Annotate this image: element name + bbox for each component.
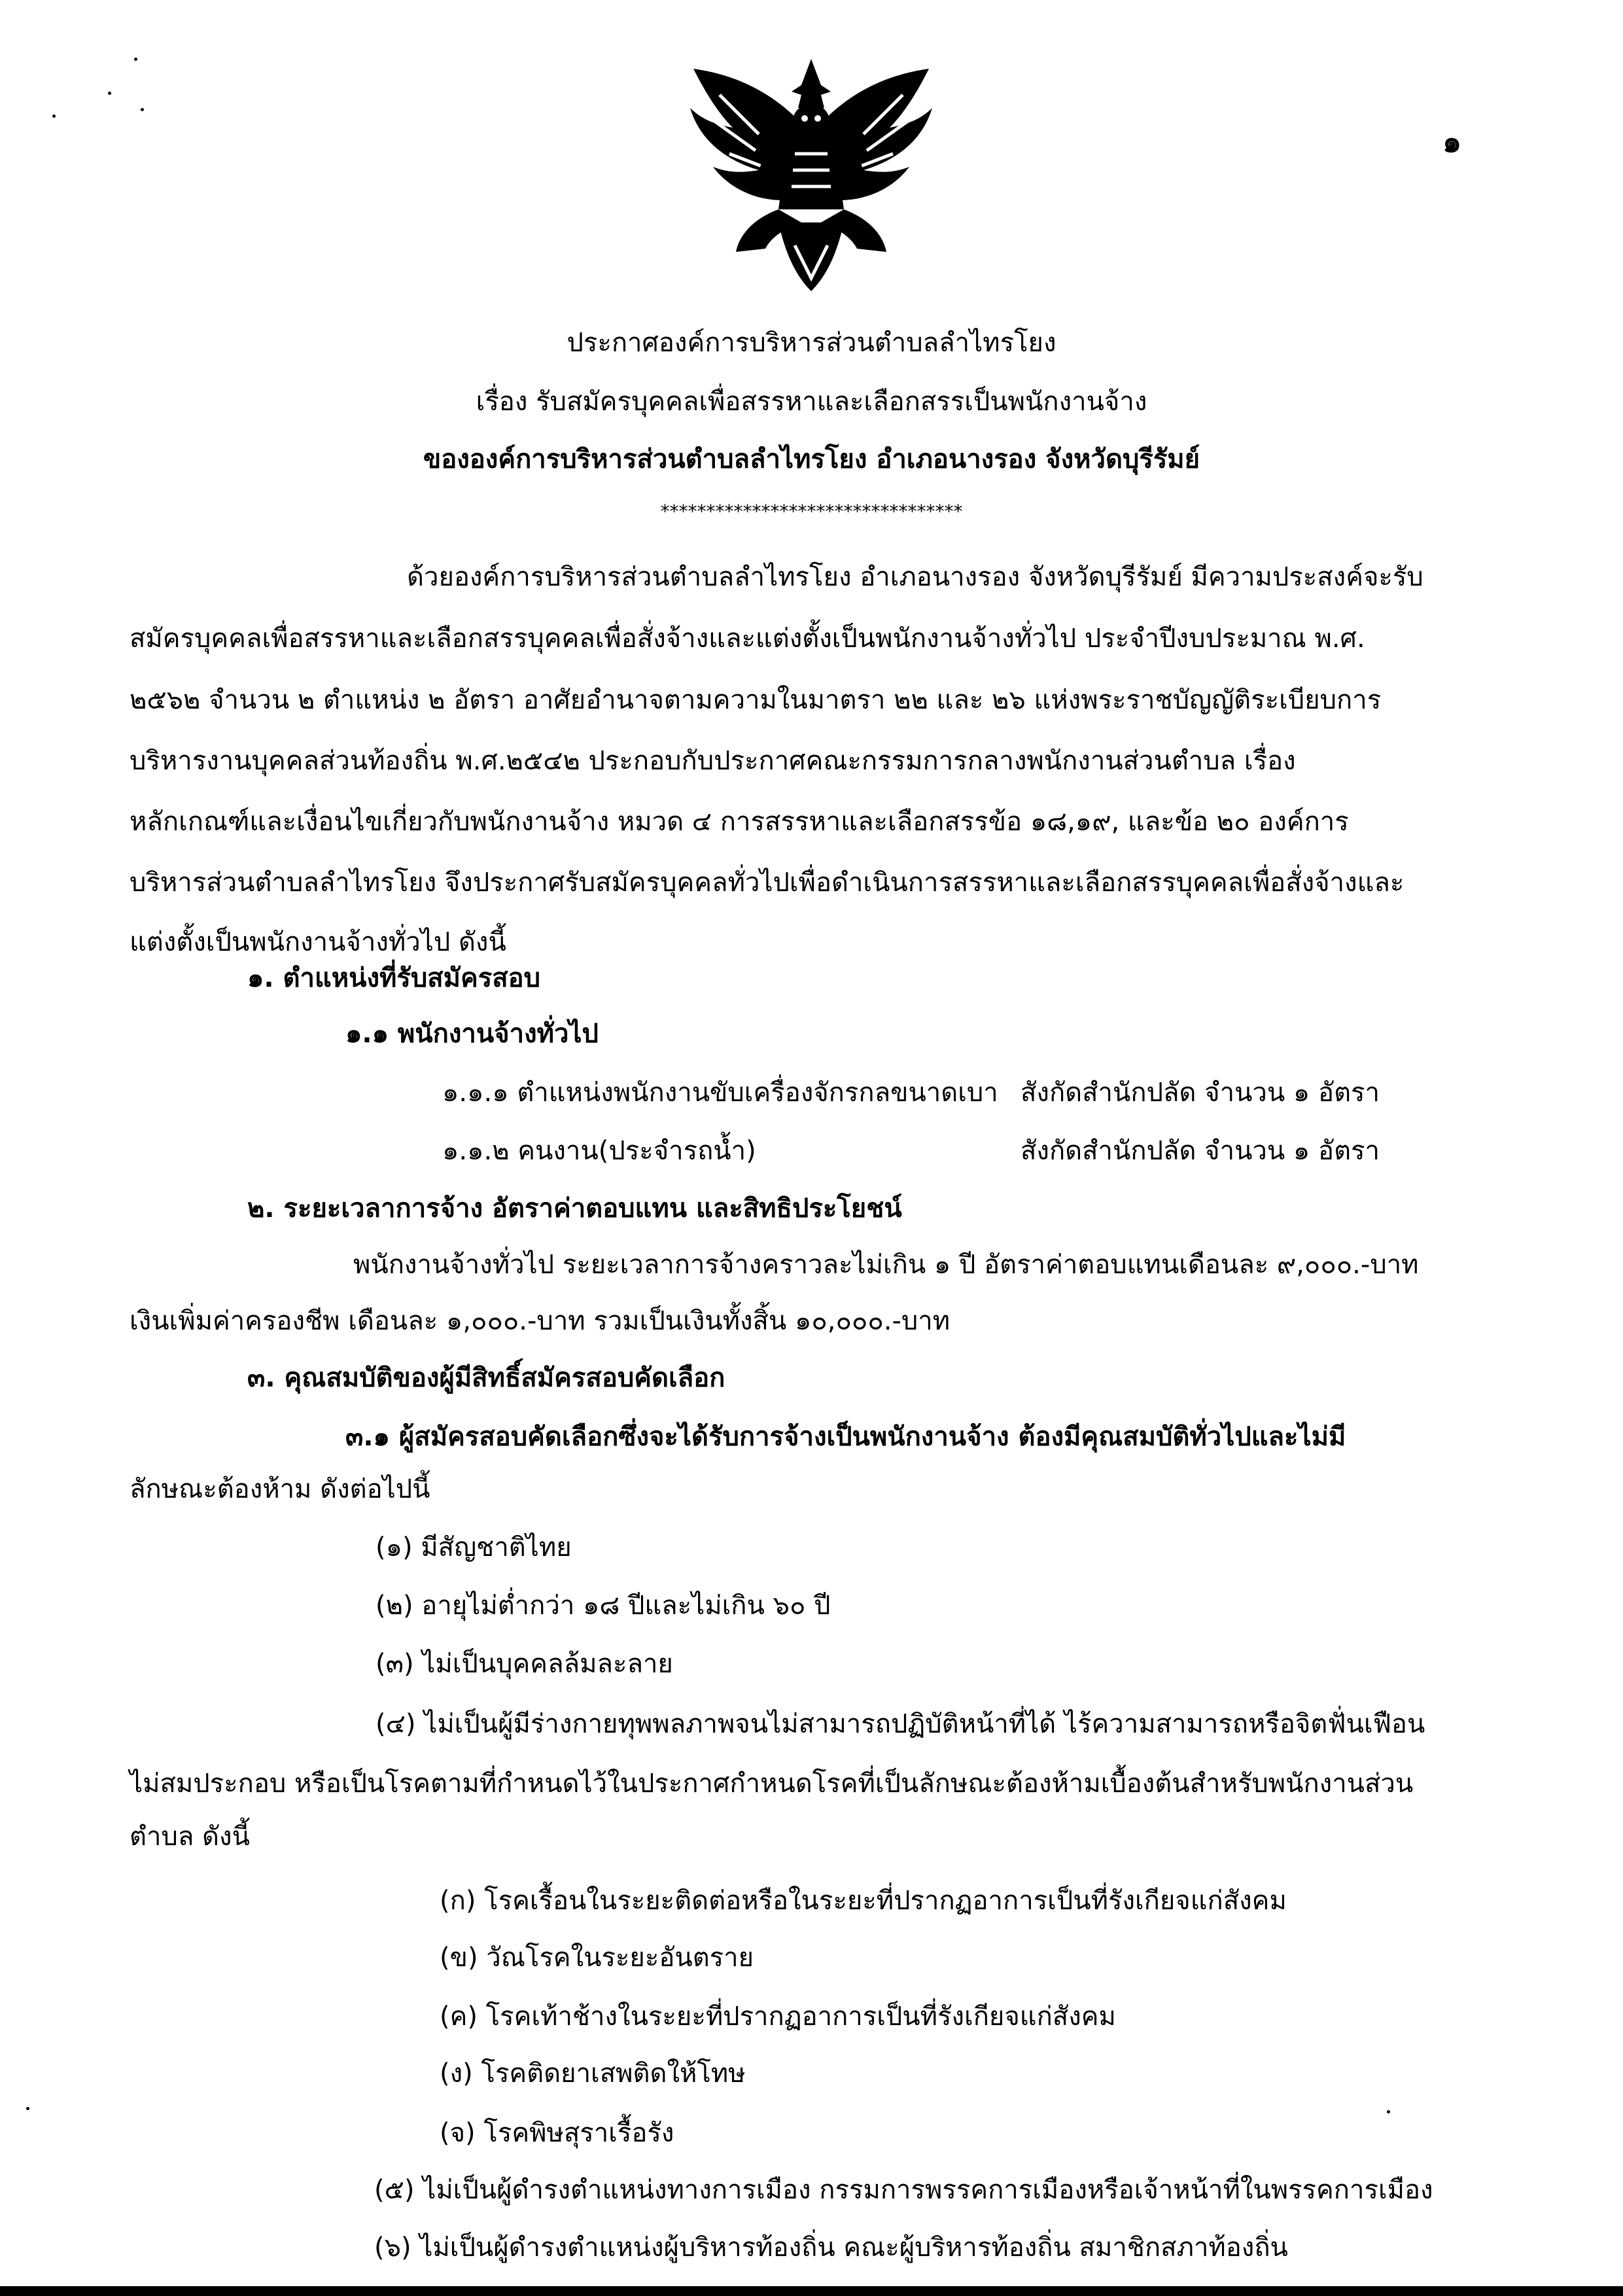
intro-line: แต่งตั้งเป็นพนักงานจ้างทั่วไป ดังนี้ (130, 927, 506, 957)
intro-line: บริหารส่วนตำบลลำไทรโยง จึงประกาศรับสมัครบุคคลทั่วไปเพื่อดำเนินการสรรหาและเลือกสรรบุคคลเพื่อสั่งจ้างและ (130, 868, 1405, 898)
qualification-item: (๕) ไม่เป็นผู้ดำรงตำแหน่งทางการเมือง กรรมการพรรคการเมืองหรือเจ้าหน้าที่ในพรรคการเมือง (374, 2175, 1433, 2205)
qualification-item: (๖) ไม่เป็นผู้ดำรงตำแหน่งผู้บริหารท้องถิ่น คณะผู้บริหารท้องถิ่น สมาชิกสภาท้องถิ่น (374, 2233, 1288, 2263)
qualification-item: (๒) อายุไม่ต่ำกว่า ๑๘ ปีและไม่เกิน ๖๐ ปี (375, 1591, 831, 1621)
section-text: พนักงานจ้างทั่วไป ระยะเวลาการจ้างคราวละไม่เกิน ๑ ปี อัตราค่าตอบแทนเดือนละ ๙,๐๐๐.-บาท (353, 1250, 1419, 1280)
section-text: เงินเพิ่มค่าครองชีพ เดือนละ ๑,๐๐๐.-บาท รวมเป็นเงินทั้งสิ้น ๑๐,๐๐๐.-บาท (130, 1306, 951, 1336)
disease-item: (ค) โรคเท้าช้างในระยะที่ปรากฏอาการเป็นที่รังเกียจแก่สังคม (440, 2002, 1116, 2032)
disease-item: (ง) โรคติดยาเสพติดให้โทษ (440, 2058, 746, 2089)
qualification-item-cont: ตำบล ดังนี้ (130, 1822, 250, 1852)
title-separator: ********************************* (660, 501, 963, 522)
scan-speck (1387, 2110, 1390, 2113)
disease-item: (จ) โรคพิษสุราเรื้อรัง (440, 2118, 674, 2148)
intro-line: หลักเกณฑ์และเงื่อนไขเกี่ยวกับพนักงานจ้าง หมวด ๔ การสรรหาและเลือกสรรข้อ ๑๘,๑๙, และข้อ ๒๐ องค์การ (130, 807, 1349, 837)
intro-line: บริหารงานบุคคลส่วนท้องถิ่น พ.ศ.๒๕๔๒ ประกอบกับประกาศคณะกรรมการกลางพนักงานส่วนตำบล เรื่อง (130, 746, 1296, 776)
scan-speck (26, 2107, 29, 2110)
scan-speck (108, 92, 111, 95)
qualification-item-cont: ไม่สมประกอบ หรือเป็นโรคตามที่กำหนดไว้ในประกาศกำหนดโรคที่เป็นลักษณะต้องห้ามเบื้องต้นสำหรับพนักงานส่วน (130, 1769, 1414, 1799)
section-subheading: ๑.๑ พนักงานจ้างทั่วไป (345, 1019, 599, 1049)
scan-bottom-edge (0, 2286, 1623, 2296)
qualification-item: (๑) มีสัญชาติไทย (375, 1532, 572, 1563)
scan-speck (141, 108, 144, 111)
section-text: ลักษณะต้องห้าม ดังต่อไปนี้ (130, 1474, 430, 1504)
position-name: ๑.๑.๑ ตำแหน่งพนักงานขับเครื่องจักรกลขนาดเบา (442, 1078, 998, 1108)
disease-item: (ก) โรคเรื้อนในระยะติดต่อหรือในระยะที่ปรากฏอาการเป็นที่รังเกียจแก่สังคม (440, 1886, 1287, 1916)
scan-speck (52, 115, 56, 118)
section-heading: ๑. ตำแหน่งที่รับสมัครสอบ (247, 963, 541, 993)
scan-speck (134, 58, 137, 61)
qualification-item: (๔) ไม่เป็นผู้มีร่างกายทุพพลภาพจนไม่สามารถปฏิบัติหน้าที่ได้ ไร้ความสามารถหรือจิตฟั่นเฟือน (375, 1709, 1425, 1739)
qualification-item: (๓) ไม่เป็นบุคคลล้มละลาย (375, 1649, 673, 1679)
garuda-emblem-icon (680, 56, 942, 298)
announcement-organization: ขององค์การบริหารส่วนตำบลลำไทรโยง อำเภอนางรอง จังหวัดบุรีรัมย์ (423, 444, 1200, 474)
position-detail: สังกัดสำนักปลัด จำนวน ๑ อัตรา (1021, 1136, 1380, 1166)
page-number: ๑ (1442, 124, 1462, 159)
position-name: ๑.๑.๒ คนงาน(ประจำรถน้ำ) (442, 1136, 756, 1166)
section-heading: ๒. ระยะเวลาการจ้าง อัตราค่าตอบแทน และสิทธิประโยชน์ (247, 1193, 902, 1224)
intro-line: ด้วยองค์การบริหารส่วนตำบลลำไทรโยง อำเภอนางรอง จังหวัดบุรีรัมย์ มีความประสงค์จะรับ (407, 562, 1423, 592)
intro-line: สมัครบุคคลเพื่อสรรหาและเลือกสรรบุคคลเพื่อสั่งจ้างและแต่งตั้งเป็นพนักงานจ้างทั่วไป ประจำปีงบประมาณ พ.ศ. (130, 624, 1365, 654)
position-detail: สังกัดสำนักปลัด จำนวน ๑ อัตรา (1021, 1078, 1380, 1108)
disease-item: (ข) วัณโรคในระยะอันตราย (440, 1943, 754, 1973)
section-heading: ๓. คุณสมบัติของผู้มีสิทธิ์สมัครสอบคัดเลือก (247, 1363, 725, 1393)
section-subheading: ๓.๑ ผู้สมัครสอบคัดเลือกซึ่งจะได้รับการจ้างเป็นพนักงานจ้าง ต้องมีคุณสมบัติทั่วไปและไม่มี (345, 1422, 1346, 1452)
announcement-subject: เรื่อง รับสมัครบุคคลเพื่อสรรหาและเลือกสรรเป็นพนักงานจ้าง (476, 387, 1147, 417)
announcement-title: ประกาศองค์การบริหารส่วนตำบลลำไทรโยง (567, 328, 1056, 358)
intro-line: ๒๕๖๒ จำนวน ๒ ตำแหน่ง ๒ อัตรา อาศัยอำนาจตามความในมาตรา ๒๒ และ ๒๖ แห่งพระราชบัญญัติระเบียบการ (130, 685, 1382, 715)
